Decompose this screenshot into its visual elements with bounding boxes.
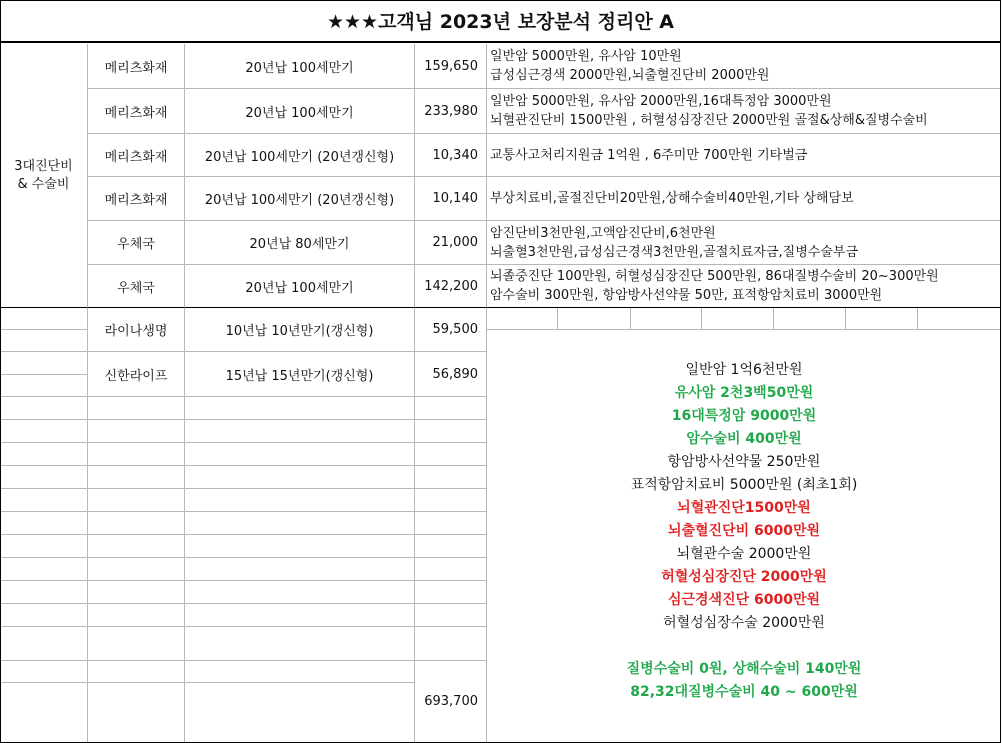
empty-cell[interactable]	[415, 535, 487, 558]
term-cell[interactable]: 15년납 15년만기(갱신형)	[185, 352, 415, 397]
empty-cell[interactable]	[185, 581, 415, 604]
empty-cell[interactable]	[0, 397, 88, 420]
empty-cell[interactable]	[415, 512, 487, 535]
coverage-desc-line: 뇌출혈3천만원,급성심근경색3천만원,골절치료자금,질병수술부금	[490, 244, 859, 260]
company-cell[interactable]: 신한라이프	[88, 352, 185, 397]
empty-cell[interactable]	[88, 627, 185, 661]
empty-cell[interactable]	[185, 661, 415, 683]
summary-line: 일반암 1억6천만원	[685, 362, 803, 378]
term-cell[interactable]: 20년납 100세만기 (20년갱신형)	[185, 177, 415, 221]
coverage-desc-cell[interactable]	[487, 221, 1001, 265]
empty-cell[interactable]	[88, 397, 185, 420]
empty-cell[interactable]	[0, 512, 88, 535]
empty-cell[interactable]	[185, 397, 415, 420]
company-cell[interactable]: 메리츠화재	[88, 177, 185, 221]
coverage-desc-cell[interactable]	[487, 89, 1001, 134]
coverage-desc-line: 교통사고처리지원금 1억원 , 6주미만 700만원 기타벌금	[490, 147, 808, 163]
summary-line: 82,32대질병수술비 40 ~ 600만원	[630, 684, 858, 700]
company-cell[interactable]: 우체국	[88, 221, 185, 265]
empty-cell[interactable]	[185, 558, 415, 581]
category-label: 3대진단비 & 수술비	[14, 158, 73, 192]
empty-cell[interactable]	[0, 535, 88, 558]
premium-cell[interactable]: 56,890	[415, 352, 487, 397]
empty-cell[interactable]	[415, 581, 487, 604]
coverage-summary	[488, 359, 1000, 704]
empty-cell[interactable]	[88, 420, 185, 443]
coverage-desc-line: 암수술비 300만원, 항암방사선약물 50만, 표적항암치료비 3000만원	[490, 288, 883, 303]
empty-cell[interactable]	[631, 308, 702, 330]
empty-cell[interactable]	[0, 581, 88, 604]
coverage-desc-cell[interactable]	[487, 265, 1001, 308]
empty-cell[interactable]	[0, 489, 88, 512]
term-cell[interactable]: 10년납 10년만기(갱신형)	[185, 308, 415, 352]
category-sub-cell[interactable]	[0, 330, 88, 352]
company-cell[interactable]: 메리츠화재	[88, 89, 185, 134]
term-cell[interactable]: 20년납 100세만기	[185, 265, 415, 308]
empty-cell[interactable]	[415, 627, 487, 661]
empty-cell[interactable]	[0, 661, 88, 683]
coverage-desc-line: 급성심근경색 2000만원,뇌출혈진단비 2000만원	[490, 68, 770, 83]
summary-line: 뇌혈관진단1500만원	[677, 500, 811, 516]
category-sub-cell[interactable]	[0, 352, 88, 375]
category-sub-cell[interactable]	[0, 375, 88, 398]
coverage-desc-line: 뇌혈관진단비 1500만원 , 허혈성심장진단 2000만원 골절&상해&질병수술비	[490, 113, 928, 128]
empty-cell[interactable]	[0, 466, 88, 489]
empty-cell[interactable]	[415, 466, 487, 489]
term-cell[interactable]: 20년납 80세만기	[185, 221, 415, 265]
empty-cell[interactable]	[415, 604, 487, 627]
term-cell[interactable]: 20년납 100세만기	[185, 89, 415, 134]
empty-cell[interactable]	[185, 683, 415, 743]
total-premium-cell[interactable]: 693,700	[415, 661, 487, 743]
empty-cell[interactable]	[185, 627, 415, 661]
empty-cell[interactable]	[88, 661, 185, 683]
empty-cell[interactable]	[88, 535, 185, 558]
summary-line	[488, 635, 1000, 658]
empty-cell[interactable]	[415, 443, 487, 466]
empty-cell[interactable]	[88, 581, 185, 604]
premium-cell[interactable]: 10,140	[415, 177, 487, 221]
summary-line: 유사암 2천3백50만원	[674, 385, 814, 401]
empty-cell[interactable]	[0, 558, 88, 581]
empty-cell[interactable]	[185, 420, 415, 443]
category-sub-cell[interactable]	[0, 308, 88, 330]
summary-line: 허혈성심장진단 2000만원	[661, 569, 827, 585]
empty-cell[interactable]	[0, 420, 88, 443]
empty-cell[interactable]	[185, 443, 415, 466]
term-cell[interactable]: 20년납 100세만기	[185, 44, 415, 89]
empty-cell[interactable]	[487, 308, 558, 330]
empty-cell[interactable]	[702, 308, 774, 330]
coverage-desc-line: 부상치료비,골절진단비20만원,상해수술비40만원,기타 상해담보	[490, 191, 854, 206]
summary-line: 항암방사선약물 250만원	[667, 454, 821, 470]
company-cell[interactable]: 메리츠화재	[88, 44, 185, 89]
category-cell[interactable]	[0, 44, 88, 308]
empty-cell[interactable]	[88, 466, 185, 489]
coverage-desc-line: 일반암 5000만원, 유사암 2000만원,16대특정암 3000만원	[490, 94, 832, 109]
premium-cell[interactable]: 10,340	[415, 134, 487, 177]
empty-cell[interactable]	[88, 683, 185, 743]
sheet-title: ★★★고객님 2023년 보장분석 정리안 A	[0, 0, 1001, 43]
premium-cell[interactable]: 59,500	[415, 308, 487, 352]
coverage-desc-line: 일반암 5000만원, 유사암 10만원	[490, 49, 682, 64]
empty-cell[interactable]	[88, 604, 185, 627]
summary-line: 허혈성심장수술 2000만원	[663, 615, 825, 631]
empty-cell[interactable]	[415, 397, 487, 420]
coverage-desc-line: 암진단비3천만원,고액암진단비,6천만원	[490, 225, 716, 241]
empty-cell[interactable]	[846, 308, 918, 330]
coverage-desc-cell[interactable]	[487, 134, 1001, 177]
empty-cell[interactable]	[88, 443, 185, 466]
company-cell[interactable]: 우체국	[88, 265, 185, 308]
coverage-desc-cell[interactable]	[487, 44, 1001, 89]
summary-line: 16대특정암 9000만원	[671, 408, 817, 424]
summary-line: 암수술비 400만원	[686, 431, 802, 447]
summary-line: 뇌출혈진단비 6000만원	[667, 523, 821, 539]
empty-cell[interactable]	[185, 466, 415, 489]
term-cell[interactable]: 20년납 100세만기 (20년갱신형)	[185, 134, 415, 177]
empty-cell[interactable]	[185, 535, 415, 558]
empty-cell[interactable]	[88, 489, 185, 512]
empty-cell[interactable]	[185, 489, 415, 512]
empty-cell[interactable]	[415, 420, 487, 443]
empty-cell[interactable]	[0, 604, 88, 627]
summary-line: 질병수술비 0원, 상해수술비 140만원	[626, 661, 862, 677]
company-cell[interactable]: 메리츠화재	[88, 134, 185, 177]
company-cell[interactable]: 라이나생명	[88, 308, 185, 352]
premium-cell[interactable]: 233,980	[415, 89, 487, 134]
empty-cell[interactable]	[88, 512, 185, 535]
empty-cell[interactable]	[415, 489, 487, 512]
empty-cell[interactable]	[88, 558, 185, 581]
coverage-desc-line: 뇌졸중진단 100만원, 허혈성심장진단 500만원, 86대질병수술비 20~300만원	[490, 269, 939, 284]
empty-cell[interactable]	[0, 443, 88, 466]
empty-cell[interactable]	[185, 604, 415, 627]
coverage-desc-cell[interactable]	[487, 177, 1001, 221]
empty-cell[interactable]	[0, 683, 88, 743]
premium-cell[interactable]: 159,650	[415, 44, 487, 89]
premium-cell[interactable]: 21,000	[415, 221, 487, 265]
empty-cell[interactable]	[0, 627, 88, 661]
empty-cell[interactable]	[918, 308, 1001, 330]
empty-cell[interactable]	[558, 308, 631, 330]
premium-cell[interactable]: 142,200	[415, 265, 487, 308]
empty-cell[interactable]	[774, 308, 846, 330]
summary-line: 뇌혈관수술 2000만원	[676, 546, 812, 562]
summary-line: 표적항암치료비 5000만원 (최초1회)	[630, 477, 858, 493]
empty-cell[interactable]	[415, 558, 487, 581]
empty-cell[interactable]	[185, 512, 415, 535]
summary-line: 심근경색진단 6000만원	[667, 592, 821, 608]
